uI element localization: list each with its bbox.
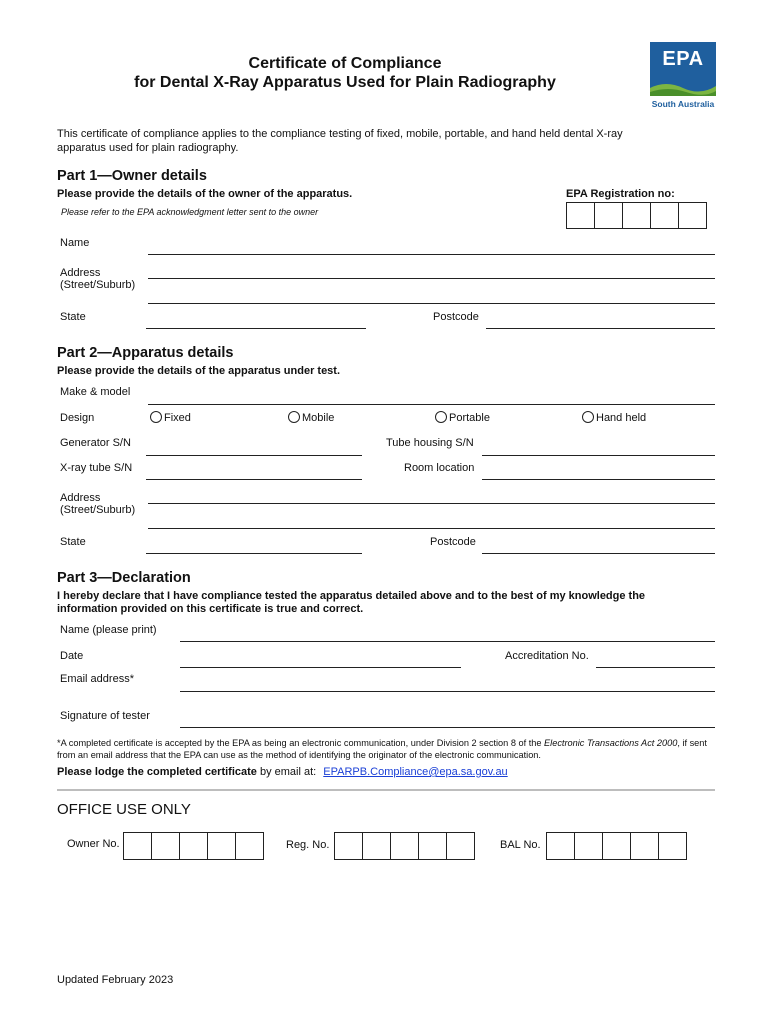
owner-state-label: State (60, 311, 86, 323)
bal-no-label: BAL No. (500, 839, 541, 851)
owner-postcode-field[interactable] (486, 328, 715, 329)
part1-heading: Part 1—Owner details (57, 168, 207, 184)
epa-reg-label: EPA Registration no: (566, 188, 675, 200)
lodge-email-link[interactable]: EPARPB.Compliance@epa.sa.gov.au (323, 766, 508, 778)
apparatus-address-label: Address (60, 492, 101, 504)
title-line-1: Certificate of Compliance (248, 55, 442, 72)
lodge-bold: Please lodge the completed certificate (57, 766, 257, 778)
part2-instruction: Please provide the details of the apparatus under test. (57, 365, 341, 377)
radio-icon[interactable] (288, 411, 300, 423)
updated-date: Updated February 2023 (57, 974, 174, 986)
design-option-fixed[interactable] (150, 411, 191, 424)
date-label: Date (60, 650, 84, 662)
room-label: Room location (404, 462, 475, 474)
tester-name-label: Name (please print) (60, 624, 157, 636)
tube-housing-field[interactable] (482, 455, 715, 456)
design-option-label: Fixed (164, 412, 191, 424)
owner-address-field-2[interactable] (148, 303, 715, 304)
xray-tube-field[interactable] (146, 479, 362, 480)
generator-label: Generator S/N (60, 437, 131, 449)
owner-address-label: Address (60, 267, 101, 279)
apparatus-address-field-2[interactable] (148, 528, 715, 529)
date-field[interactable] (180, 667, 461, 668)
email-label: Email address* (60, 673, 134, 685)
accreditation-field[interactable] (596, 667, 715, 668)
accreditation-label: Accreditation No. (505, 650, 589, 662)
design-option-label: Mobile (302, 412, 335, 424)
design-option-mobile[interactable] (288, 411, 334, 424)
email-field[interactable] (180, 691, 715, 692)
signature-field[interactable] (180, 727, 715, 728)
part3-heading: Part 3—Declaration (57, 570, 191, 586)
generator-field[interactable] (146, 455, 362, 456)
owner-no-label: Owner No. (67, 838, 120, 850)
footnote (57, 737, 717, 761)
owner-address-field-1[interactable] (148, 278, 715, 279)
design-option-hand-held[interactable] (582, 411, 646, 424)
part1-note: Please refer to the EPA acknowledgment letter sent to the owner (61, 207, 319, 217)
epa-reg-boxes[interactable] (566, 202, 707, 229)
intro-text: This certificate of compliance applies to the compliance testing of fixed, mobile, portable, and hand held dental X-ray apparatus used for plain radiography. (57, 128, 623, 154)
footnote-text: *A completed certificate is accepted by the EPA as being an electronic communication, under Division 2 section 8 of the (57, 738, 545, 748)
footnote-text-end: , if sent from an email address that the EPA can use as the method of identifying the originator of the electronic communication. (57, 738, 707, 760)
owner-address-sublabel: (Street/Suburb) (60, 279, 136, 291)
office-heading: OFFICE USE ONLY (57, 801, 191, 818)
radio-icon[interactable] (582, 411, 594, 423)
apparatus-state-label: State (60, 536, 86, 548)
tester-name-field[interactable] (180, 641, 715, 642)
bal-no-boxes[interactable] (546, 832, 687, 860)
design-option-label: Hand held (596, 412, 647, 424)
owner-name-label: Name (60, 237, 90, 249)
apparatus-state-field[interactable] (146, 553, 362, 554)
design-label: Design (60, 412, 95, 424)
apparatus-address-sublabel: (Street/Suburb) (60, 504, 136, 516)
title-line-2: for Dental X-Ray Apparatus Used for Plain Radiography (134, 74, 556, 91)
tube-housing-label: Tube housing S/N (386, 437, 474, 449)
apparatus-postcode-field[interactable] (482, 553, 715, 554)
owner-name-field[interactable] (148, 254, 715, 255)
reg-no-label: Reg. No. (286, 839, 330, 851)
lodge-text: by email at: (256, 766, 320, 778)
design-option-label: Portable (449, 412, 490, 424)
wave-icon (650, 80, 716, 96)
logo-subtitle: South Australia (651, 99, 715, 109)
section-divider (57, 789, 715, 791)
epa-logo (650, 42, 716, 112)
logo-text: EPA (662, 48, 704, 70)
apparatus-address-field-1[interactable] (148, 503, 715, 504)
make-label: Make & model (60, 386, 131, 398)
owner-state-field[interactable] (146, 328, 366, 329)
lodge-line (57, 766, 508, 778)
footnote-act: Electronic Transactions Act 2000 (544, 738, 678, 748)
make-field[interactable] (148, 404, 715, 405)
design-option-portable[interactable] (435, 411, 490, 424)
owner-postcode-label: Postcode (433, 311, 479, 323)
reg-no-boxes[interactable] (334, 832, 475, 860)
radio-icon[interactable] (435, 411, 447, 423)
radio-icon[interactable] (150, 411, 162, 423)
declaration-text: I hereby declare that I have compliance tested the apparatus detailed above and to the best of my knowledge the information provided on this certificate is true and correct. (57, 590, 646, 615)
xray-tube-label: X-ray tube S/N (60, 462, 133, 474)
part2-heading: Part 2—Apparatus details (57, 345, 234, 361)
apparatus-postcode-label: Postcode (430, 536, 476, 548)
signature-label: Signature of tester (60, 710, 150, 722)
owner-no-boxes[interactable] (123, 832, 264, 860)
part1-instruction: Please provide the details of the owner of the apparatus. (57, 188, 353, 200)
room-field[interactable] (482, 479, 715, 480)
